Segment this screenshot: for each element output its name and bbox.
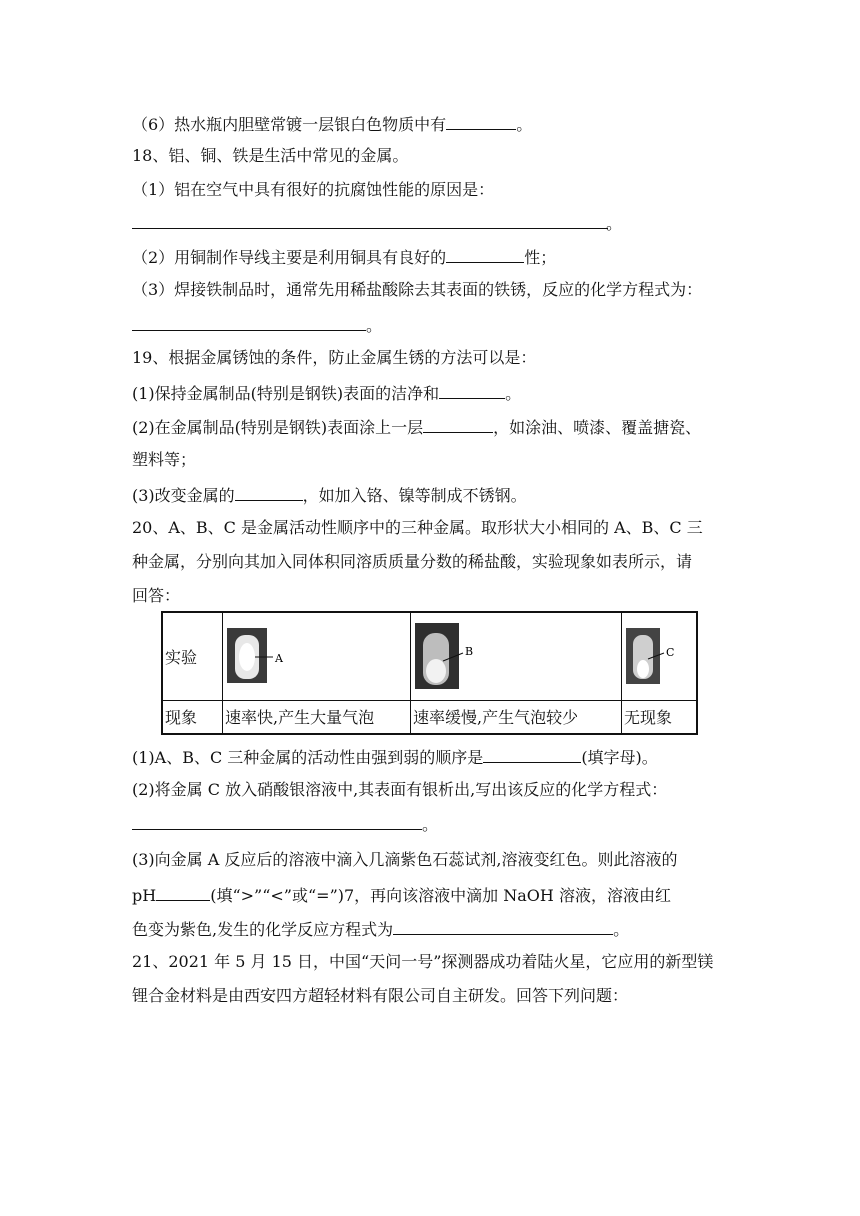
test-tube-c-image	[624, 623, 694, 689]
row-header-phenomenon: 现象	[162, 700, 223, 734]
q17-item6-text: （6）热水瓶内胆壁常镀一层银白色物质中有	[132, 115, 447, 134]
test-tube-a-image	[225, 623, 315, 689]
experiment-table	[161, 611, 698, 735]
phenomenon-c: 无现象	[622, 700, 698, 734]
q19-item1: (1)保持金属制品(特别是钢铁)表面的洁净和 。	[132, 384, 522, 403]
phenomenon-a: 速率快,产生大量气泡	[223, 700, 411, 734]
q20-item3-line1: (3)向金属 A 反应后的溶液中滴入几滴紫色石蕊试剂,溶液变红色。则此溶液的	[132, 850, 678, 869]
q20-stem-line2: 种金属，分别向其加入同体积同溶质质量分数的稀盐酸，实验现象如表所示，请	[132, 552, 693, 571]
tube-cell-c	[622, 612, 698, 700]
q20-item3-line3: 色变为紫色,发生的化学反应方程式为 。	[132, 920, 630, 939]
test-tube-b-image	[413, 619, 503, 693]
tube-cell-a	[223, 612, 411, 700]
q20-item2-end: 。	[422, 815, 439, 834]
answer-blank[interactable]	[393, 918, 613, 935]
q18-item2: （2）用铜制作导线主要是利用铜具有良好的 性；	[132, 248, 557, 267]
answer-blank[interactable]	[423, 416, 493, 433]
q19-item2-cont: 塑料等；	[132, 450, 197, 469]
tube-label-a: A	[275, 652, 283, 666]
answer-line[interactable]	[132, 330, 366, 331]
q21-line2: 锂合金材料是由西安四方超轻材料有限公司自主研发。回答下列问题：	[132, 986, 629, 1005]
answer-line[interactable]	[132, 829, 422, 830]
q18-item1: （1）铝在空气中具有很好的抗腐蚀性能的原因是：	[132, 180, 495, 199]
tube-label-c: C	[666, 646, 675, 660]
answer-line[interactable]	[132, 228, 608, 229]
q17-item6: （6）热水瓶内胆壁常镀一层银白色物质中有 。	[132, 115, 533, 134]
answer-blank[interactable]	[439, 382, 505, 399]
tube-cell-b	[411, 612, 622, 700]
q21-line1: 21、2021 年 5 月 15 日，中国“天问一号”探测器成功着陆火星，它应用的新型镁	[132, 952, 714, 971]
answer-blank[interactable]	[483, 746, 581, 763]
q20-item2: (2)将金属 C 放入硝酸银溶液中,其表面有银析出,写出该反应的化学方程式：	[132, 780, 668, 799]
phenomenon-b: 速率缓慢,产生气泡较少	[411, 700, 622, 734]
row-header-experiment: 实验	[162, 612, 223, 700]
q20-stem-line3: 回答：	[132, 586, 181, 605]
q20-item3-line2: pH (填“>”“<”或“=”)7，再向该溶液中滴加 NaOH 溶液，溶液由红	[132, 886, 671, 905]
answer-blank[interactable]	[156, 884, 210, 901]
q18-item1-end: 。	[606, 214, 623, 233]
q18-item3: （3）焊接铁制品时，通常先用稀盐酸除去其表面的铁锈，反应的化学方程式为：	[132, 280, 703, 299]
q19-item2: (2)在金属制品(特别是钢铁)表面涂上一层 ，如涂油、喷漆、覆盖搪瓷、	[132, 418, 702, 437]
q20-stem-line1: 20、A、B、C 是金属活动性顺序中的三种金属。取形状大小相同的 A、B、C 三	[132, 518, 703, 537]
q20-item1: (1)A、B、C 三种金属的活动性由强到弱的顺序是 (填字母)。	[132, 748, 658, 767]
answer-blank[interactable]	[446, 246, 524, 263]
answer-blank[interactable]	[235, 484, 303, 501]
q18-stem: 18、铝、铜、铁是生活中常见的金属。	[132, 146, 409, 165]
answer-blank[interactable]	[446, 113, 516, 130]
tube-label-b: B	[465, 645, 474, 659]
q18-item3-end: 。	[366, 316, 383, 335]
q19-stem: 19、根据金属锈蚀的条件，防止金属生锈的方法可以是：	[132, 348, 537, 367]
q19-item3: (3)改变金属的 ，如加入铬、镍等制成不锈钢。	[132, 486, 527, 505]
